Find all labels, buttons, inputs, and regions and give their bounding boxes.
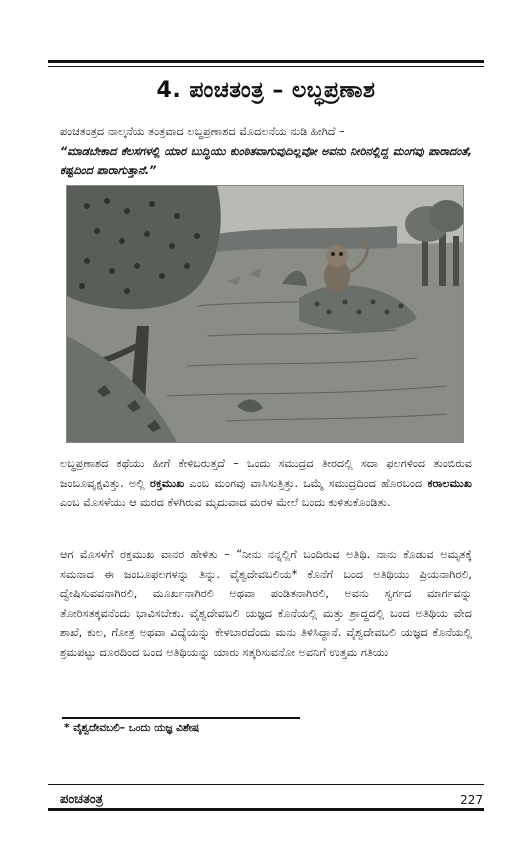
story-paragraph-2: ಆಗ ಮೊಸಳೆಗೆ ರಕ್ತಮುಖ ವಾನರ ಹೇಳಿತು – “ನೀನು ನನ್ನಲ್ಲಿಗೆ ಬಂದಿರುವ ಅತಿಥಿ. ನಾನು ಕೊಡುವ ಅಮೃತಕ್ಕೆ ಸಮನಾದ ಈ ಜಂಬೂಫಲಗಳನ್ನು ತಿನ್ನು. ವೈಶ್ವದೇವಬಲಿಯ* ಕೊನೆಗೆ ಬಂದ ಅತಿಥಿಯು ಪ್ರಿಯನಾಗಿರಲಿ, ದ್ವೇಷಿಸುವವನಾಗಿರಲಿ, ಮೂರ್ಖನಾಗಿರಲಿ ಅಥವಾ ಪಂಡಿತನಾಗಿರಲಿ, ಅವನು ಸ್ವರ್ಗದ ಮಾರ್ಗವನ್ನು ತೋರಿಸತಕ್ಕವನೆಂದು ಭಾವಿಸಬೇಕು. ವೈಶ್ವದೇವಬಲಿ ಯಜ್ಞದ ಕೊನೆಯಲ್ಲಿ ಮತ್ತು ಶ್ರಾದ್ಧದಲ್ಲಿ ಬಂದ ಅತಿಥಿಯ ವೇದ ಶಾಖೆ, ಕುಲ, ಗೋತ್ರ ಅಥವಾ ವಿದ್ಯೆಯನ್ನು ಕೇಳಬಾರದೆಂದು ಮನು ತಿಳಿಸಿದ್ದಾನೆ. ವೈಶ್ವದೇವಬಲಿ ಯಜ್ಞದ ಕೊನೆಯಲ್ಲಿ ಶ್ರಮಪಟ್ಟು ದೂರದಿಂದ ಬಂದ ಅತಿಥಿಯನ್ನು ಯಾರು ಸತ್ಕರಿಸುವನೋ ಅವನಿಗೆ ಉತ್ತಮ ಗತಿಯು <box>60 548 472 659</box>
top-rule-thin <box>48 66 484 67</box>
footnote-rule <box>62 717 300 719</box>
footer-book-title: ಪಂಚತಂತ್ರ <box>60 792 104 807</box>
story-paragraph-1 <box>60 454 472 513</box>
illustration-svg <box>67 186 463 442</box>
story-illustration <box>66 185 464 443</box>
page-number: 227 <box>460 793 483 807</box>
story-text-3: ಎಂಬ ಮೊಸಳೆಯು ಆ ಮರದ ಕೆಳಗಿರುವ ಮೃದುವಾದ ಮರಳ ಮೇಲೆ ಬಂದು ಕುಳಿತುಕೊಂಡಿತು. <box>60 496 391 509</box>
monkey-name: ರಕ್ತಮುಖ <box>150 476 185 490</box>
intro-line: ಪಂಚತಂತ್ರದ ನಾಲ್ಕನೆಯ ತಂತ್ರವಾದ ಲಬ್ಧಪ್ರಣಾಶದ ಮೊದಲನೆಯ ನುಡಿ ಹೀಗಿದೆ – <box>60 125 345 138</box>
bottom-rule-thick <box>48 808 484 811</box>
intro-paragraph <box>60 122 472 181</box>
crocodile-name: ಕರಾಲಮುಖ <box>427 476 472 490</box>
intro-quote: “ಮಾಡಬೇಕಾದ ಕೆಲಸಗಳಲ್ಲಿ ಯಾರ ಬುದ್ಧಿಯು ಕುಂಠಿತವಾಗುವುದಿಲ್ಲವೋ ಅವನು ನೀರಿನಲ್ಲಿದ್ದ ಮಂಗವು ಪಾರಾದಂತೆ, ಕಷ್ಟದಿಂದ ಪಾರಾಗುತ್ತಾನೆ.” <box>60 144 472 177</box>
top-rule-thick <box>48 60 484 63</box>
story-text-2: ಎಂಬ ಮಂಗವು ವಾಸಿಸುತ್ತಿತ್ತು. ಒಮ್ಮೆ ಸಮುದ್ರದಿಂದ ಹೊರಬಂದ <box>184 476 428 490</box>
footnote: * ವೈಶ್ವದೇವಬಲಿ– ಒಂದು ಯಜ್ಞ ವಿಶೇಷ <box>64 722 200 734</box>
story-text-1: ಲಬ್ಧಪ್ರಣಾಶದ ಕಥೆಯು ಹೀಗೆ ಕೇಳಿಬರುತ್ತದೆ – ಒಂದು ಸಮುದ್ರದ ತೀರದಲ್ಲಿ ಸದಾ ಫಲಗಳಿಂದ ತುಂಬಿರುವ ಜಂಬೂವೃಕ್ಷವಿತ್ತು. ಅಲ್ಲಿ <box>60 457 472 490</box>
page-title: 4. ಪಂಚತಂತ್ರ – ಲಬ್ಧಪ್ರಣಾಶ <box>156 78 376 103</box>
bottom-rule-thin <box>48 784 484 785</box>
